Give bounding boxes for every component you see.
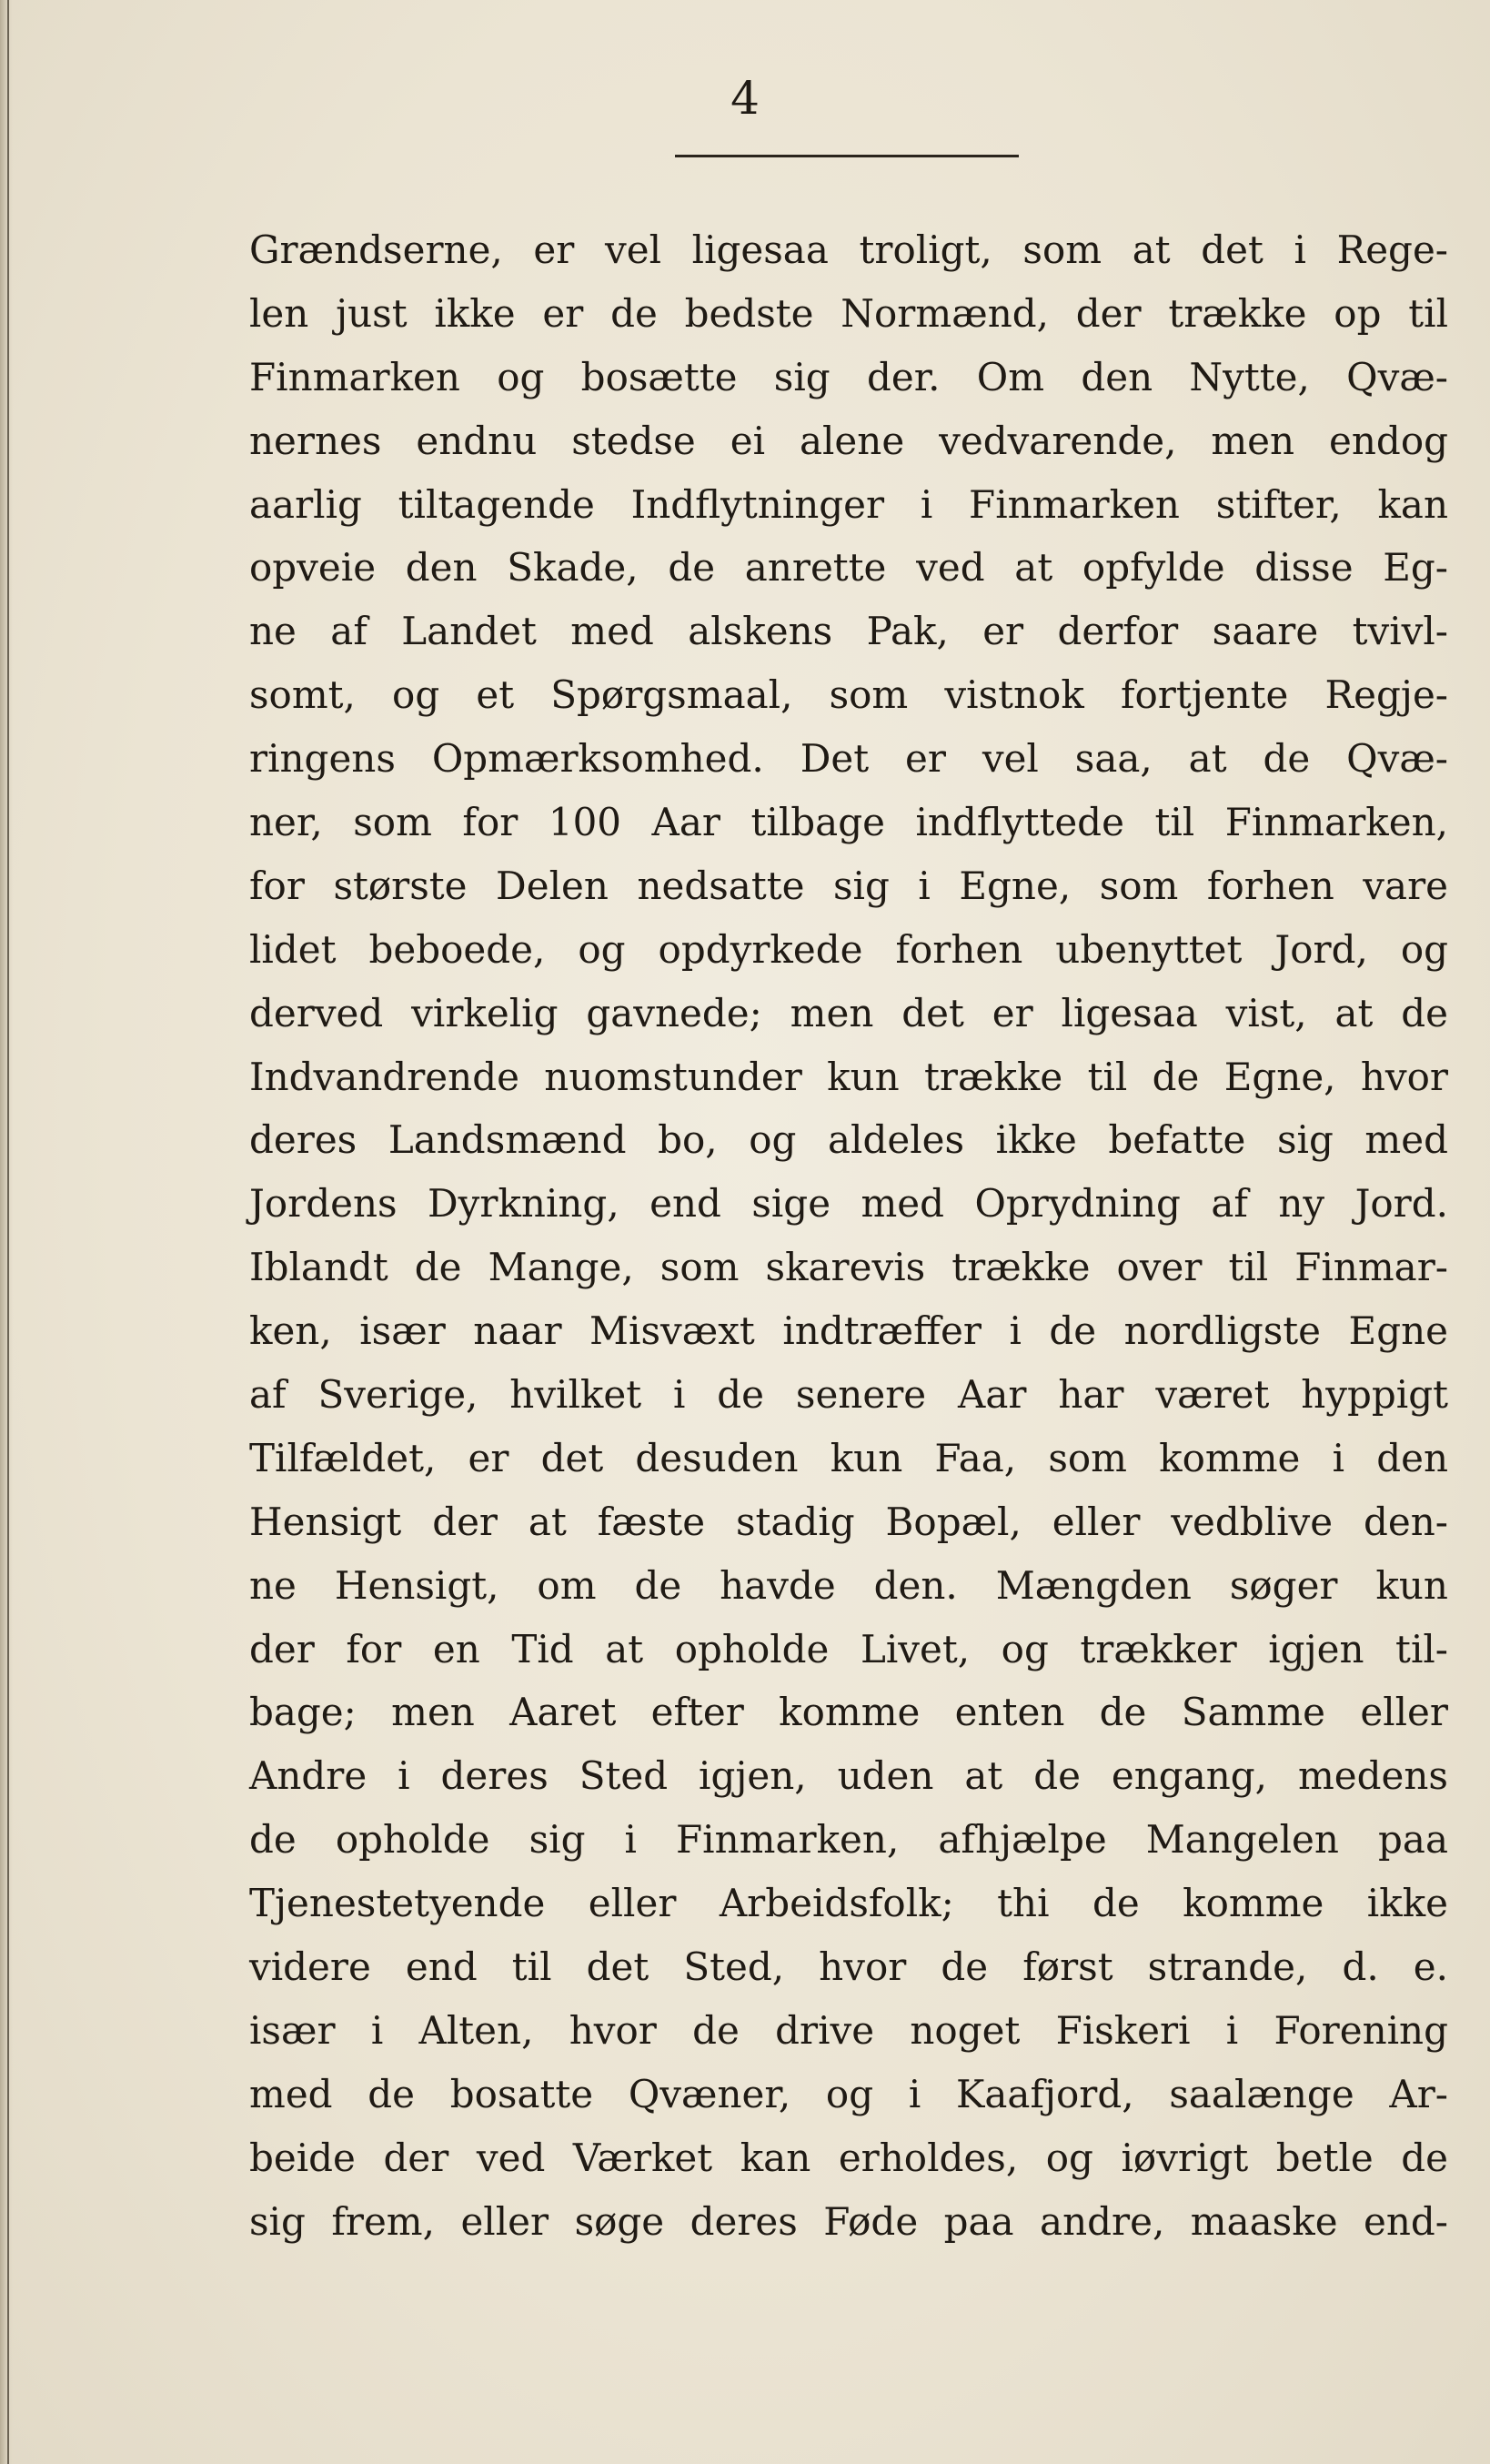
text-line: der for en Tid at opholde Livet, og trækker igjen til- [249,1626,1448,1671]
text-line: Iblandt de Mange, som skarevis trække over til Finmar- [249,1245,1448,1290]
text-line: Finmarken og bosætte sig der. Om den Nytte, Qvæ- [249,354,1448,399]
text-line: Indvandrende nuomstunder kun trække til de Egne, hvor [249,1054,1448,1099]
page-binding-edge [0,0,13,2464]
text-line: sig frem, eller søge deres Føde paa andre, maaske end- [249,2198,1448,2244]
body-text [249,218,1448,2254]
text-line: Tjenestetyende eller Arbeidsfolk; thi de komme ikke [249,1881,1448,1926]
header-rule [675,155,1019,157]
text-line: bage; men Aaret efter komme enten de Samme eller [249,1690,1448,1735]
text-line: ne Hensigt, om de havde den. Mængden søger kun [249,1562,1448,1608]
text-line: nernes endnu stedse ei alene vedvarende, men endog [249,418,1448,463]
page-binding-line [7,0,9,2464]
text-line: videre end til det Sted, hvor de først strande, d. e. [249,1944,1448,1990]
text-line: af Sverige, hvilket i de senere Aar har været hyppigt [249,1372,1448,1418]
text-line: Tilfældet, er det desuden kun Faa, som komme i den [249,1435,1448,1480]
text-line: somt, og et Spørgsmaal, som vistnok fortjente Regje- [249,672,1448,718]
page-number: 4 [730,72,760,125]
text-line: Grændserne, er vel ligesaa troligt, som at det i Rege- [249,227,1448,272]
text-line: len just ikke er de bedste Normænd, der trække op til [249,290,1448,336]
text-line: lidet beboede, og opdyrkede forhen ubenyttet Jord, og [249,926,1448,972]
text-line: især i Alten, hvor de drive noget Fiskeri i Forening [249,2007,1448,2053]
text-line: ken, især naar Misvæxt indtræffer i de nordligste Egne [249,1308,1448,1354]
text-line: deres Landsmænd bo, og aldeles ikke befatte sig med [249,1117,1448,1163]
text-line: for største Delen nedsatte sig i Egne, som forhen vare [249,863,1448,908]
text-line: med de bosatte Qvæner, og i Kaafjord, saalænge Ar- [249,2071,1448,2116]
text-line: ringens Opmærksomhed. Det er vel saa, at de Qvæ- [249,736,1448,782]
text-line: opveie den Skade, de anrette ved at opfylde disse Eg- [249,545,1448,591]
text-line: Andre i deres Sted igjen, uden at de engang, medens [249,1753,1448,1799]
text-line: aarlig tiltagende Indflytninger i Finmarken stifter, kan [249,481,1448,527]
text-line: Jordens Dyrkning, end sige med Oprydning af ny Jord. [249,1181,1448,1227]
text-line: beide der ved Værket kan erholdes, og iøvrigt betle de [249,2135,1448,2180]
text-line: ne af Landet med alskens Pak, er derfor saare tvivl- [249,609,1448,654]
text-line: Hensigt der at fæste stadig Bopæl, eller vedblive den- [249,1499,1448,1544]
text-line: ner, som for 100 Aar tilbage indflyttede til Finmarken, [249,800,1448,845]
text-line: de opholde sig i Finmarken, afhjælpe Mangelen paa [249,1817,1448,1863]
text-line: derved virkelig gavnede; men det er ligesaa vist, at de [249,990,1448,1035]
